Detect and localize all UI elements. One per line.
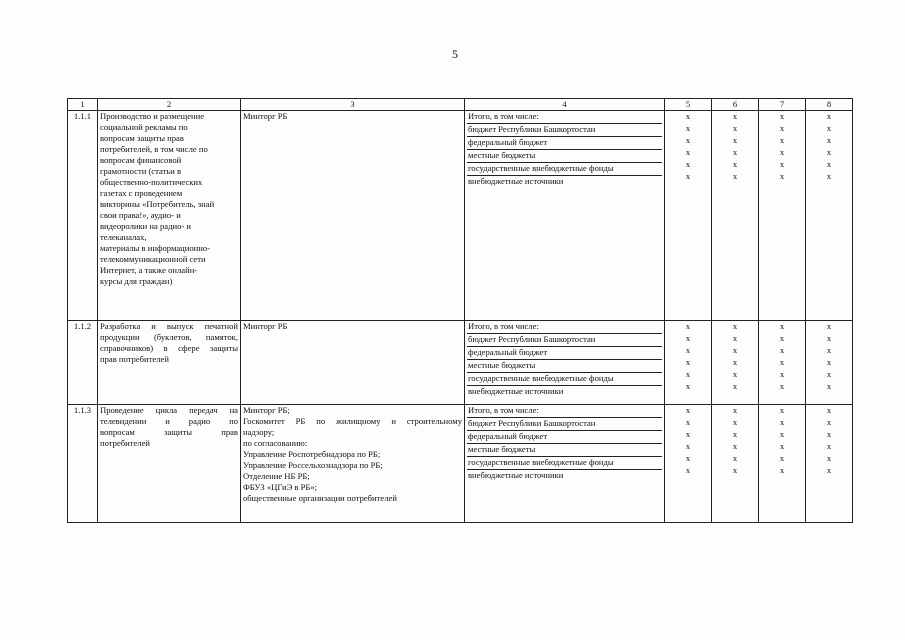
- value-cell: x: [685, 429, 691, 439]
- value-cell: x: [779, 159, 785, 169]
- funding-source: Итого, в том числе:: [467, 405, 662, 418]
- value-cell: x: [685, 321, 691, 331]
- item-number: 1.1.3: [68, 405, 98, 523]
- activity-title-line: продукции (буклетов, памяток,: [100, 332, 238, 342]
- activity-title-line: прав потребителей: [100, 354, 169, 364]
- activity-title-line: материалы в информационно-: [100, 243, 211, 253]
- value-column-6: [712, 321, 759, 405]
- value-cell: x: [732, 135, 738, 145]
- value-cell: x: [732, 321, 738, 331]
- activity-title-line: вопросам защиты прав: [100, 427, 238, 437]
- header-cell: 2: [98, 99, 241, 111]
- value-cell: x: [685, 147, 691, 157]
- executors: [241, 111, 465, 321]
- activity-title-line: Проведение цикла передач на: [100, 405, 238, 415]
- funding-source: бюджет Республики Башкортостан: [467, 418, 662, 431]
- value-cell: x: [826, 369, 832, 379]
- header-cell: 1: [68, 99, 98, 111]
- value-cell: x: [779, 321, 785, 331]
- value-cell: x: [732, 465, 738, 475]
- value-cell: x: [732, 441, 738, 451]
- activity-title-line: Производство и размещение: [100, 111, 205, 121]
- value-cell: x: [779, 441, 785, 451]
- value-cell: x: [685, 405, 691, 415]
- value-cell: x: [732, 147, 738, 157]
- funding-source: государственные внебюджетные фонды: [467, 163, 662, 176]
- funding-source: местные бюджеты: [467, 444, 662, 457]
- value-cell: x: [685, 369, 691, 379]
- value-cell: x: [779, 465, 785, 475]
- executor-line: Госкомитет РБ по жилищному и строительному: [243, 416, 462, 426]
- executor-line: надзору;: [243, 427, 275, 437]
- funding-source: Итого, в том числе:: [467, 321, 662, 334]
- activity-title-line: потребителей, в том числе по: [100, 144, 208, 154]
- activity-title-line: телеканалах,: [100, 232, 147, 242]
- executor-line: Минторг РБ: [243, 321, 288, 331]
- table-row: [68, 405, 853, 523]
- value-cell: x: [826, 429, 832, 439]
- header-cell: 5: [665, 99, 712, 111]
- executor-line: по согласованию:: [243, 438, 308, 448]
- value-cell: x: [685, 123, 691, 133]
- header-cell: 3: [241, 99, 465, 111]
- value-cell: x: [826, 405, 832, 415]
- funding-source: федеральный бюджет: [467, 347, 662, 360]
- activity-title-line: свои права!», аудио- и: [100, 210, 181, 220]
- value-cell: x: [732, 333, 738, 343]
- value-cell: x: [685, 417, 691, 427]
- funding-source: Итого, в том числе:: [467, 111, 662, 124]
- value-cell: x: [779, 429, 785, 439]
- value-cell: x: [685, 345, 691, 355]
- header-cell: 4: [465, 99, 665, 111]
- table-row: [68, 111, 853, 321]
- value-column-5: [665, 321, 712, 405]
- activity-title-line: вопросам финансовой: [100, 155, 182, 165]
- value-cell: x: [826, 441, 832, 451]
- activity-title-line: газетах с проведением: [100, 188, 183, 198]
- value-cell: x: [685, 441, 691, 451]
- value-cell: x: [779, 369, 785, 379]
- activity-title-line: видеоролики на радио- и: [100, 221, 191, 231]
- value-cell: x: [732, 453, 738, 463]
- value-cell: x: [685, 357, 691, 367]
- value-column-7: [759, 405, 806, 523]
- value-cell: x: [826, 381, 832, 391]
- value-cell: x: [779, 453, 785, 463]
- value-cell: x: [779, 345, 785, 355]
- value-column-7: [759, 111, 806, 321]
- activity-title-line: викторины «Потребитель, знай: [100, 199, 215, 209]
- funding-source: государственные внебюджетные фонды: [467, 373, 662, 386]
- value-cell: x: [826, 147, 832, 157]
- funding-source: бюджет Республики Башкортостан: [467, 124, 662, 137]
- value-cell: x: [826, 357, 832, 367]
- value-cell: x: [826, 345, 832, 355]
- funding-sources: [465, 405, 665, 523]
- executor-line: Отделение НБ РБ;: [243, 471, 310, 481]
- activity-title-line: грамотности (статьи в: [100, 166, 182, 176]
- executor-line: общественные организации потребителей: [243, 493, 397, 503]
- value-cell: x: [779, 405, 785, 415]
- executor-line: Минторг РБ: [243, 111, 288, 121]
- funding-source: внебюджетные источники: [468, 176, 564, 186]
- header-cell: 8: [806, 99, 853, 111]
- activity-title-line: общественно-политических: [100, 177, 203, 187]
- value-cell: x: [826, 159, 832, 169]
- activity-title-line: телекоммуникационной сети: [100, 254, 206, 264]
- value-cell: x: [685, 135, 691, 145]
- executors: [241, 321, 465, 405]
- funding-sources: [465, 111, 665, 321]
- activity-title-line: телевидении и радио по: [100, 416, 238, 426]
- value-cell: x: [779, 171, 785, 181]
- value-cell: x: [732, 357, 738, 367]
- value-cell: x: [732, 405, 738, 415]
- value-column-8: [806, 111, 853, 321]
- value-cell: x: [779, 111, 785, 121]
- value-column-8: [806, 405, 853, 523]
- activity-title-line: Разработка и выпуск печатной: [100, 321, 238, 331]
- activity-title-line: вопросам защиты прав: [100, 133, 184, 143]
- activity-title-line: Интернет, а также онлайн-: [100, 265, 198, 275]
- header-cell: 7: [759, 99, 806, 111]
- value-cell: x: [732, 159, 738, 169]
- value-cell: x: [779, 417, 785, 427]
- value-cell: x: [685, 111, 691, 121]
- program-table: [67, 98, 853, 523]
- executor-line: Минторг РБ;: [243, 405, 290, 415]
- value-cell: x: [826, 135, 832, 145]
- value-cell: x: [732, 381, 738, 391]
- activity-title-line: социальной рекламы по: [100, 122, 188, 132]
- funding-sources: [465, 321, 665, 405]
- value-cell: x: [826, 321, 832, 331]
- value-cell: x: [732, 417, 738, 427]
- item-number: 1.1.2: [68, 321, 98, 405]
- value-cell: x: [685, 171, 691, 181]
- page-number: 5: [452, 47, 458, 61]
- value-column-5: [665, 405, 712, 523]
- value-cell: x: [685, 465, 691, 475]
- value-cell: x: [779, 147, 785, 157]
- activity-title-line: курсы для граждан): [100, 276, 173, 286]
- value-cell: x: [779, 333, 785, 343]
- funding-source: внебюджетные источники: [468, 386, 564, 396]
- value-cell: x: [732, 171, 738, 181]
- value-cell: x: [779, 381, 785, 391]
- funding-source: местные бюджеты: [467, 360, 662, 373]
- header-row: [68, 99, 853, 111]
- value-cell: x: [685, 381, 691, 391]
- header-cell: 6: [712, 99, 759, 111]
- value-cell: x: [732, 369, 738, 379]
- value-cell: x: [826, 333, 832, 343]
- value-cell: x: [685, 333, 691, 343]
- table-row: [68, 321, 853, 405]
- value-column-8: [806, 321, 853, 405]
- value-cell: x: [779, 357, 785, 367]
- executors: [241, 405, 465, 523]
- value-cell: x: [826, 453, 832, 463]
- value-column-5: [665, 111, 712, 321]
- executor-line: Управление Россельхознадзора по РБ;: [243, 460, 383, 470]
- executor-line: ФБУЗ «ЦГиЭ в РБ»;: [243, 482, 318, 492]
- value-cell: x: [826, 123, 832, 133]
- value-cell: x: [685, 159, 691, 169]
- value-cell: x: [779, 123, 785, 133]
- funding-source: бюджет Республики Башкортостан: [467, 334, 662, 347]
- activity-title: [98, 405, 241, 523]
- value-cell: x: [685, 453, 691, 463]
- value-cell: x: [732, 429, 738, 439]
- value-cell: x: [826, 417, 832, 427]
- activity-title-line: потребителей: [100, 438, 150, 448]
- value-column-6: [712, 405, 759, 523]
- value-cell: x: [826, 171, 832, 181]
- activity-title: [98, 111, 241, 321]
- funding-source: внебюджетные источники: [468, 470, 564, 480]
- funding-source: федеральный бюджет: [467, 431, 662, 444]
- activity-title: [98, 321, 241, 405]
- funding-source: федеральный бюджет: [467, 137, 662, 150]
- funding-source: государственные внебюджетные фонды: [467, 457, 662, 470]
- executor-line: Управление Роспотребнадзора по РБ;: [243, 449, 381, 459]
- value-cell: x: [779, 135, 785, 145]
- activity-title-line: справочников) в сфере защиты: [100, 343, 238, 353]
- value-cell: x: [826, 465, 832, 475]
- value-cell: x: [732, 123, 738, 133]
- value-cell: x: [732, 345, 738, 355]
- funding-source: местные бюджеты: [467, 150, 662, 163]
- item-number: 1.1.1: [68, 111, 98, 321]
- value-cell: x: [732, 111, 738, 121]
- value-cell: x: [826, 111, 832, 121]
- value-column-6: [712, 111, 759, 321]
- value-column-7: [759, 321, 806, 405]
